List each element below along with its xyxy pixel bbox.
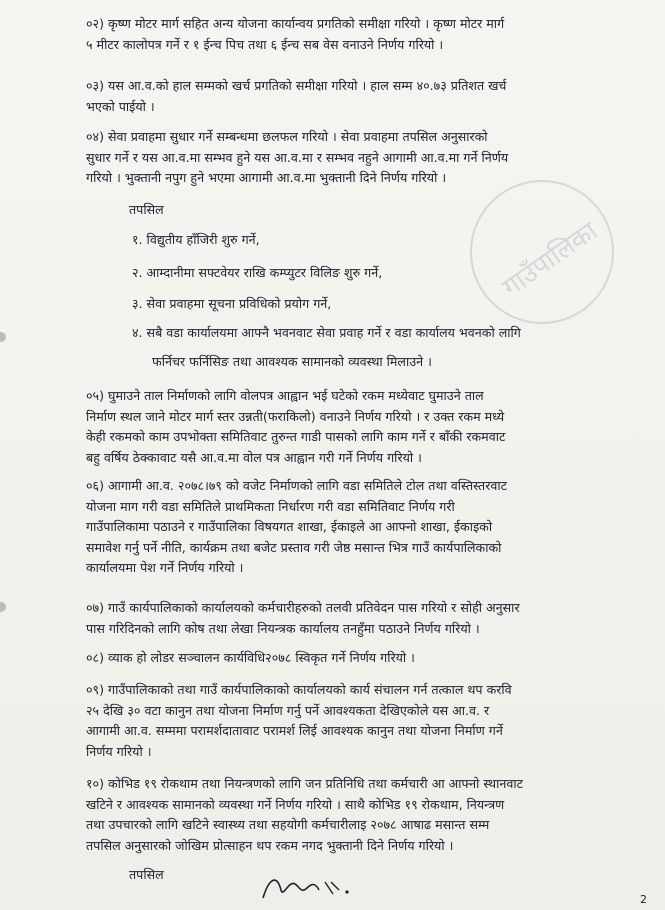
text-line: ०८) व्याक हो लोडर सञ्चालन कार्यविधि२०७८ स्विकृत गर्ने निर्णय गरियो । [86, 650, 415, 665]
text-line: कार्यालयमा पेश गर्ने निर्णय गरियो । [86, 560, 244, 575]
text-line: निर्माण स्थल जाने मोटर मार्ग स्तर उन्नती(फराकिलो) वनाउने निर्णय गरियो । र उक्त रकम मध्ये [86, 408, 505, 424]
signature [255, 868, 375, 904]
stamp-watermark: गाउँपालिका [497, 216, 604, 303]
text-line: ०९) गाउँपालिकाको तथा गाउँ कार्यपालिकाको कार्यालयको कार्य संचालन गर्न तत्काल थप करवि [86, 682, 512, 697]
tapasil-heading: तपसिल [129, 202, 164, 217]
text-line: ०६) आगामी आ.व. २०७८।७९ को वजेट निर्माणको लागि वडा समितिले टोल तथा वस्तिस्तरवाट [86, 478, 507, 493]
text-line: सुधार गर्ने र यस आ.व.मा सम्भव हुने यस आ.व.मा र सम्भव नहुने आगामी आ.व.मा गर्ने निर्णय [86, 149, 509, 165]
tapasil-item-1: १. विद्युतीय हाँजिरी शुरु गर्ने, [132, 232, 260, 247]
text-line: योजना माग गरी वडा समितिले प्राथमिकता निर्धारण गरी वडा समितिवाट निर्णय गरी [86, 498, 455, 514]
text-line: गाउँपालिकामा पठाउने र गाउँपालिका विषयगत शाखा, ईकाइले आ आफ्नो शाखा, ईकाइको [86, 519, 493, 534]
text-line: ०२) कृष्ण मोटर मार्ग सहित अन्य योजना कार्यान्वय प्रगतिको समीक्षा गरियो । कृष्ण मोटर मार्ग [86, 16, 505, 31]
text-line: केही रकमको काम उपभोक्ता समितिवाट तुरुन्त गाडी पासको लागि काम गर्ने र बाँकी रकमवाट [86, 429, 506, 444]
text-line: समावेश गर्नु पर्ने नीति, कार्यक्रम तथा बजेट प्रस्ताव गरी जेष्ठ मसान्त भित्र गाउँ कार्यपालिकाको [86, 539, 502, 555]
text-line: पास गरिदिनको लागि कोष तथा लेखा नियन्त्रक कार्यालय तनहुँमा पठाउने निर्णय गरियो । [86, 620, 480, 636]
text-line: ०३) यस आ.व.को हाल सम्मको खर्च प्रगतिको समीक्षा गरियो । हाल सम्म ४०.७३ प्रतिशत खर्च [86, 78, 507, 93]
punch-hole [0, 602, 6, 612]
text-line: आगामी आ.व. सम्ममा परामर्शदातावाट परामर्श लिई आवश्यक कानुन तथा योजना निर्माण गर्ने [86, 723, 503, 738]
text-line: ०५) घुमाउने ताल निर्माणको लागि वोलपत्र आह्वान भई घटेको रकम मध्येवाट घुमाउने ताल [86, 388, 484, 403]
paragraph-05 [86, 386, 626, 468]
text-line: ०४) सेवा प्रवाहमा सुधार गर्ने सम्बन्धमा छलफल गरियो । सेवा प्रवाहमा तपसिल अनुसारको [86, 129, 488, 144]
paragraph-10 [86, 774, 626, 856]
paragraph-09 [86, 680, 626, 762]
page-number: 2 [640, 893, 647, 906]
paragraph-04 [86, 127, 626, 189]
text-line: तथा उपचारको लागि खटिने स्वास्थ्य तथा सहयोगी कर्मचारीलाइ २०७८ आषाढ मसान्त सम्म [86, 817, 490, 832]
paragraph-07 [86, 598, 626, 639]
tapasil-heading-2: तपसिल [129, 867, 164, 882]
text-line: १०) कोभिड १९ रोकथाम तथा नियन्त्रणको लागि जन प्रतिनिधि तथा कर्मचारी आ आफ्नो स्थानवाट [86, 776, 523, 791]
tapasil-item-3: ३. सेवा प्रवाहमा सूचना प्रविधिको प्रयोग गर्ने, [132, 296, 332, 311]
paragraph-02 [86, 14, 626, 55]
text-line: गरियो । भुक्तानी नपुग हुने भएमा आगामी आ.व.मा भुक्तानी दिने निर्णय गरियो । [86, 170, 447, 185]
text-line: ०७) गाउँ कार्यपालिकाको कार्यालयको कर्मचारीहरुको तलवी प्रतिवेदन पास गरियो र सोही अनुसार [86, 600, 520, 615]
paragraph-03 [86, 76, 626, 117]
tapasil-item-4-continued: फर्निचर फर्निसिङ तथा आवश्यक सामानको व्यवस्था मिलाउने । [152, 354, 432, 369]
text-line: ५ मीटर कालोपत्र गर्ने र १ ईन्च पिच तथा ६ ईन्च सब वेस वनाउने निर्णय गरियो । [86, 36, 444, 52]
paragraph-08 [86, 648, 626, 669]
text-line: निर्णय गरियो । [86, 743, 152, 759]
punch-hole [0, 332, 6, 342]
tapasil-item-2: २. आम्दानीमा सफ्टवेयर राखि कम्प्युटर विलिङ शुरु गर्ने, [132, 265, 383, 280]
text-line: बहु वर्षिय ठेक्कावाट यसै आ.व.मा वोल पत्र आह्वान गरी गर्ने निर्णय गरियो । [86, 449, 422, 465]
text-line: तपसिल अनुसारको जोखिम प्रोत्साहन थप रकम नगद भुक्तानी दिने निर्णय गरियो । [86, 837, 454, 853]
tapasil-item-4: ४. सबै वडा कार्यालयमा आफ्नै भवनवाट सेवा प्रवाह गर्ने र वडा कार्यालय भवनको लागि [132, 325, 521, 340]
paragraph-06 [86, 476, 626, 579]
text-line: भएको पाईयो । [86, 98, 155, 114]
text-line: २५ देखि ३० वटा कानुन तथा योजना निर्माण गर्नु पर्ने आवश्यकता देखिएकोले यस आ.व. र [86, 702, 490, 718]
text-line: खटिने र आवश्यक सामानको व्यवस्था गर्ने निर्णय गरियो । साथै कोभिड १९ रोकथाम, नियन्त्रण [86, 796, 505, 812]
